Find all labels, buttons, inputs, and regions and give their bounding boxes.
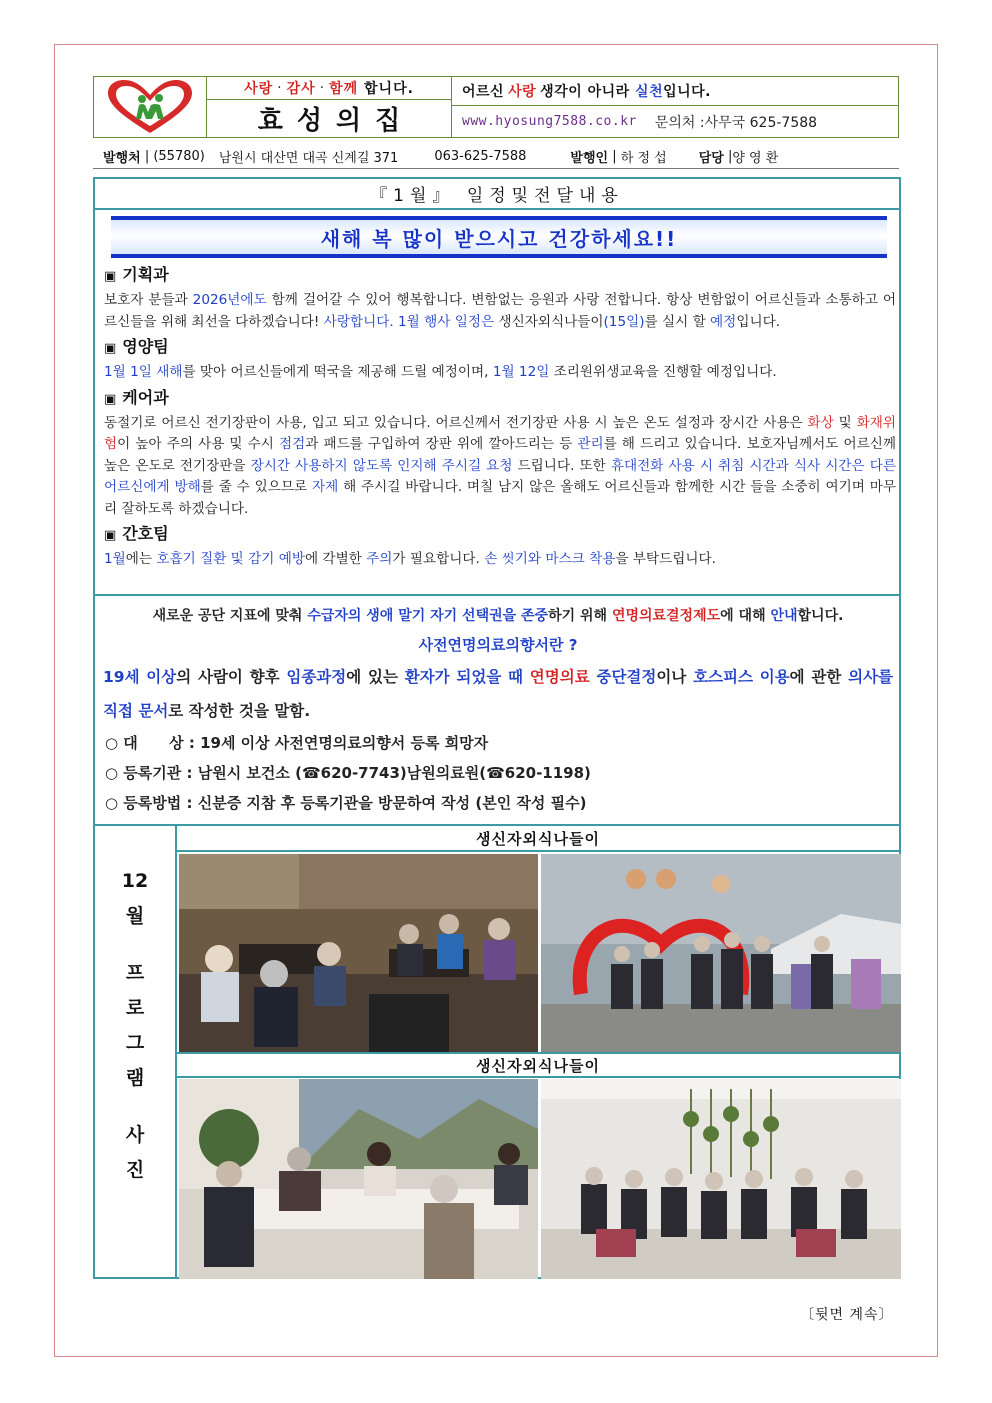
photo-section-label: 12 월 프 로 그 램 사 진	[95, 826, 177, 1279]
org-name: 효성의집	[257, 106, 415, 136]
directive-item-institution: ○ 등록기관 : 남원시 보건소 (☎620-7743)남원의료원(☎620-1198)	[105, 764, 591, 782]
section-divider	[95, 594, 899, 596]
continued-note: 〔뒷면 계속〕	[800, 1307, 894, 1323]
dept-heading-planning: ▣ 기획과	[104, 265, 169, 284]
directive-item-method: ○ 등록방법 : 신분증 지참 후 등록기관을 방문하여 작성 (본인 작성 필수)	[105, 794, 587, 812]
directive-intro: 새로운 공단 지표에 맞춰 수급자의 생애 말기 자기 선택권을 존중하기 위해 연명의료결정제도에 대해 안내합니다.	[152, 608, 844, 624]
directive-question: 사전연명의료의향서란 ?	[418, 636, 578, 654]
motto: 어르신 사랑 생각이 아니라 실천 입니다.	[452, 77, 898, 106]
phone-contact: 문의처 :사무국 625-7588	[654, 114, 818, 131]
slogan: 사랑 · 감사 · 함께 합니다.	[207, 77, 451, 100]
department-notices	[104, 261, 896, 571]
nursing-notice: 1월에는 호흡기 질환 및 감기 예방에 각별한 주의가 필요합니다. 손 씻기와 마스크 착용을 부탁드립니다.	[104, 551, 716, 567]
photo-cafe-table	[179, 1079, 538, 1279]
advance-directive-notice	[103, 602, 893, 818]
contact-info	[452, 106, 898, 137]
photo-group-outdoor-heart	[541, 854, 901, 1052]
care-notice: 동절기로 어르신 전기장판이 사용, 입고 되고 있습니다. 어르신께서 전기장판 사용 시 높은 온도 설정과 장시간 사용은 화상 및 화재위험이 높아 주의 사용 및 수시 점검과 패드를 구입하여 장판 위에 깔아드리는 등 관리를 해 드리고 있습니다. 보호자님께서도 어르신께 높은 온도로 전기장판을 장시간 사용하지 않도록 인지해 주시길 요청 드립니다. 또한 휴대전화 사용 시 취침 시간과 식사 시간은 다른 어르신에게 방해를 줄 수 있으므로 자제 해 주시길 바랍니다. 며칠 남지 않은 올해도 어르신들과 함께한 시간 들을 소중히 여기며 마무리 잘하도록 하겠습니다.	[104, 414, 897, 517]
website-link[interactable]: www.hyosung7588.co.kr	[462, 114, 637, 129]
dept-heading-nursing: ▣ 간호팀	[104, 524, 169, 543]
photo-restaurant-dining	[179, 854, 538, 1052]
photo-group-indoor-hall	[541, 1079, 901, 1279]
planning-notice: 보호자 분들과 2026년에도 함께 걸어갈 수 있어 행복합니다. 변함없는 응원과 사랑 전합니다. 항상 변함없이 어르신들과 소통하고 어르신들을 위해 최선을 다하겠습니다! 사랑합니다. 1월 행사 일정은 생신자외식나들이(15일)를 실시 할 예정입니다.	[104, 292, 896, 330]
main-content-box	[93, 177, 901, 1279]
new-year-banner: 새해 복 많이 받으시고 건강하세요!!	[111, 216, 887, 258]
newsletter-header	[93, 76, 899, 138]
logo	[94, 77, 207, 137]
heart-logo-icon	[104, 79, 196, 135]
publisher-line: 발행처 | (55780) 남원시 대산면 대곡 신계길 371 063-625-7588 발행인 | 하 정 섭 담당 | 양 영 환	[93, 145, 899, 169]
nutrition-notice: 1월 1일 새해를 맞아 어르신들에게 떡국을 제공해 드릴 예정이며, 1월 12일 조리원위생교육을 진행할 예정입니다.	[104, 364, 777, 380]
section-title: 『1월』 일정및전달내용	[95, 179, 899, 210]
dept-heading-nutrition: ▣ 영양팀	[104, 337, 169, 356]
dept-heading-care: ▣ 케어과	[104, 387, 169, 407]
directive-definition: 19세 이상의 사람이 향후 임종과정에 있는 환자가 되었을 때 연명의료 중단결정이나 호스피스 이용에 관한 의사를 직접 문서로 작성한 것을 말함.	[103, 668, 894, 720]
photo-caption-1: 생신자외식나들이	[177, 826, 899, 852]
directive-item-target: ○ 대 상 : 19세 이상 사전연명의료의향서 등록 희망자	[105, 734, 489, 752]
photo-caption-2: 생신자외식나들이	[177, 1052, 899, 1078]
